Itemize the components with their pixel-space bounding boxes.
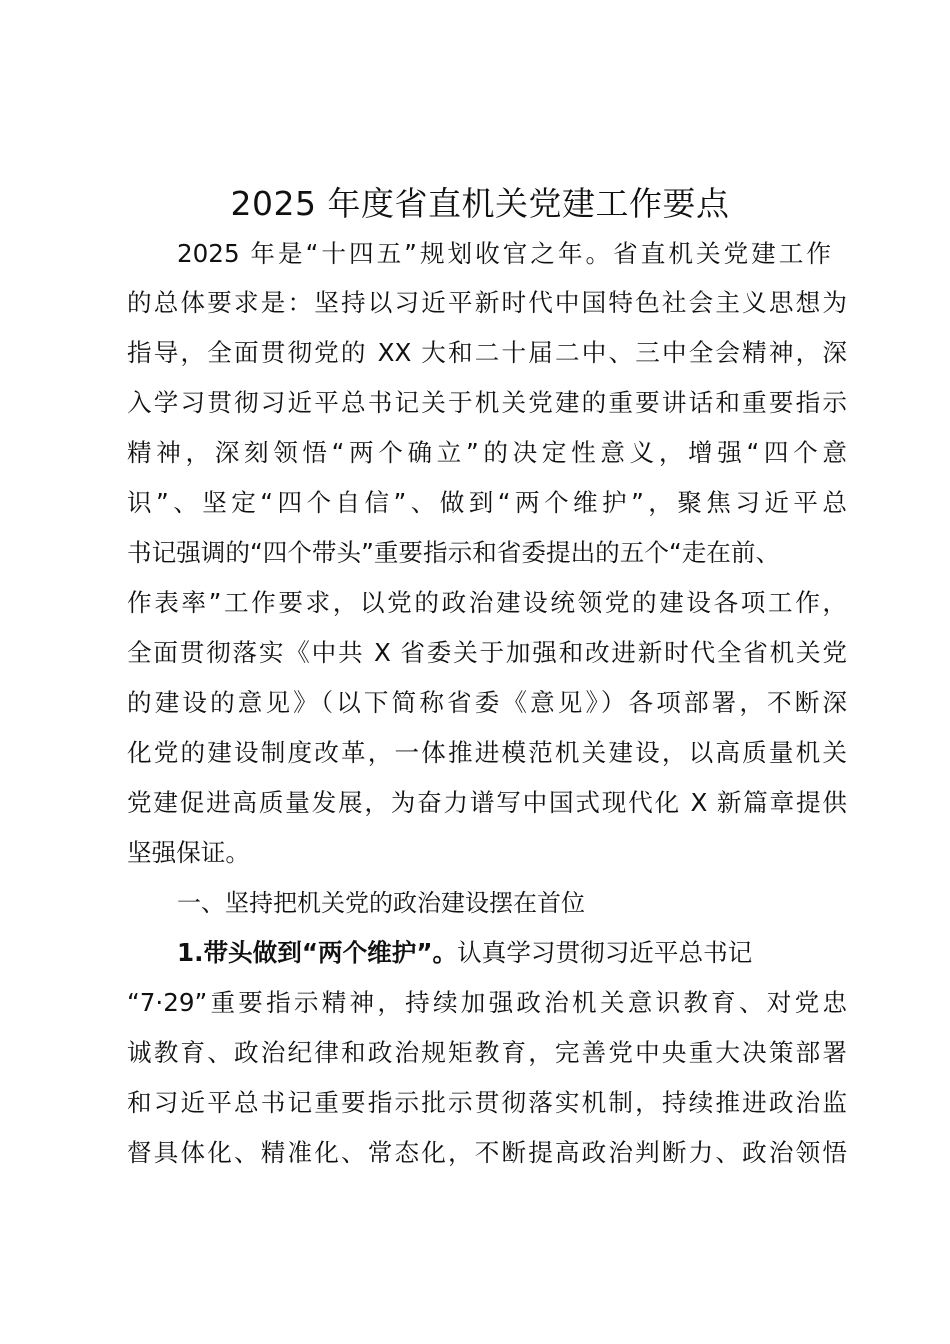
intro-line: 党建促进高质量发展，为奋力谱写中国式现代化 X 新篇章提供 bbox=[127, 788, 847, 817]
intro-line: 全面贯彻落实《中共 X 省委关于加强和改进新时代全省机关党 bbox=[127, 638, 847, 667]
intro-line: 书记强调的“四个带头”重要指示和省委提出的五个“走在前、 bbox=[127, 538, 781, 567]
document-title: 2025 年度省直机关党建工作要点 bbox=[230, 184, 730, 223]
item-lead-rest: 认真学习贯彻习近平总书记 bbox=[457, 938, 753, 967]
intro-line: 2025 年是“十四五”规划收官之年。省直机关党建工作 bbox=[177, 239, 831, 268]
intro-line: 识”、坚定“四个自信”、做到“两个维护”，聚焦习近平总 bbox=[127, 488, 847, 517]
intro-line: 精神，深刻领悟“两个确立”的决定性意义，增强“四个意 bbox=[127, 438, 847, 467]
section-heading: 一、坚持把机关党的政治建设摆在首位 bbox=[177, 889, 585, 917]
intro-line: 入学习贯彻习近平总书记关于机关党建的重要讲话和重要指示 bbox=[127, 388, 847, 417]
intro-line: 指导，全面贯彻党的 XX 大和二十届二中、三中全会精神，深 bbox=[127, 338, 847, 367]
item-line: 督具体化、精准化、常态化，不断提高政治判断力、政治领悟 bbox=[127, 1138, 847, 1167]
intro-line: 化党的建设制度改革，一体推进模范机关建设，以高质量机关 bbox=[127, 738, 847, 767]
item-line: 诚教育、政治纪律和政治规矩教育，完善党中央重大决策部署 bbox=[127, 1038, 847, 1067]
intro-line: 坚强保证。 bbox=[127, 838, 250, 867]
intro-line: 的建设的意见》（以下简称省委《意见》）各项部署，不断深 bbox=[127, 688, 847, 717]
intro-line: 作表率”工作要求，以党的政治建设统领党的建设各项工作， bbox=[127, 588, 847, 617]
item-first-line bbox=[177, 936, 831, 970]
item-line: 和习近平总书记重要指示批示贯彻落实机制，持续推进政治监 bbox=[127, 1088, 847, 1117]
intro-line: 的总体要求是：坚持以习近平新时代中国特色社会主义思想为 bbox=[127, 288, 847, 317]
item-lead-bold: 1.带头做到“两个维护”。 bbox=[177, 938, 458, 967]
item-line: “7·29”重要指示精神，持续加强政治机关意识教育、对党忠 bbox=[127, 988, 847, 1017]
